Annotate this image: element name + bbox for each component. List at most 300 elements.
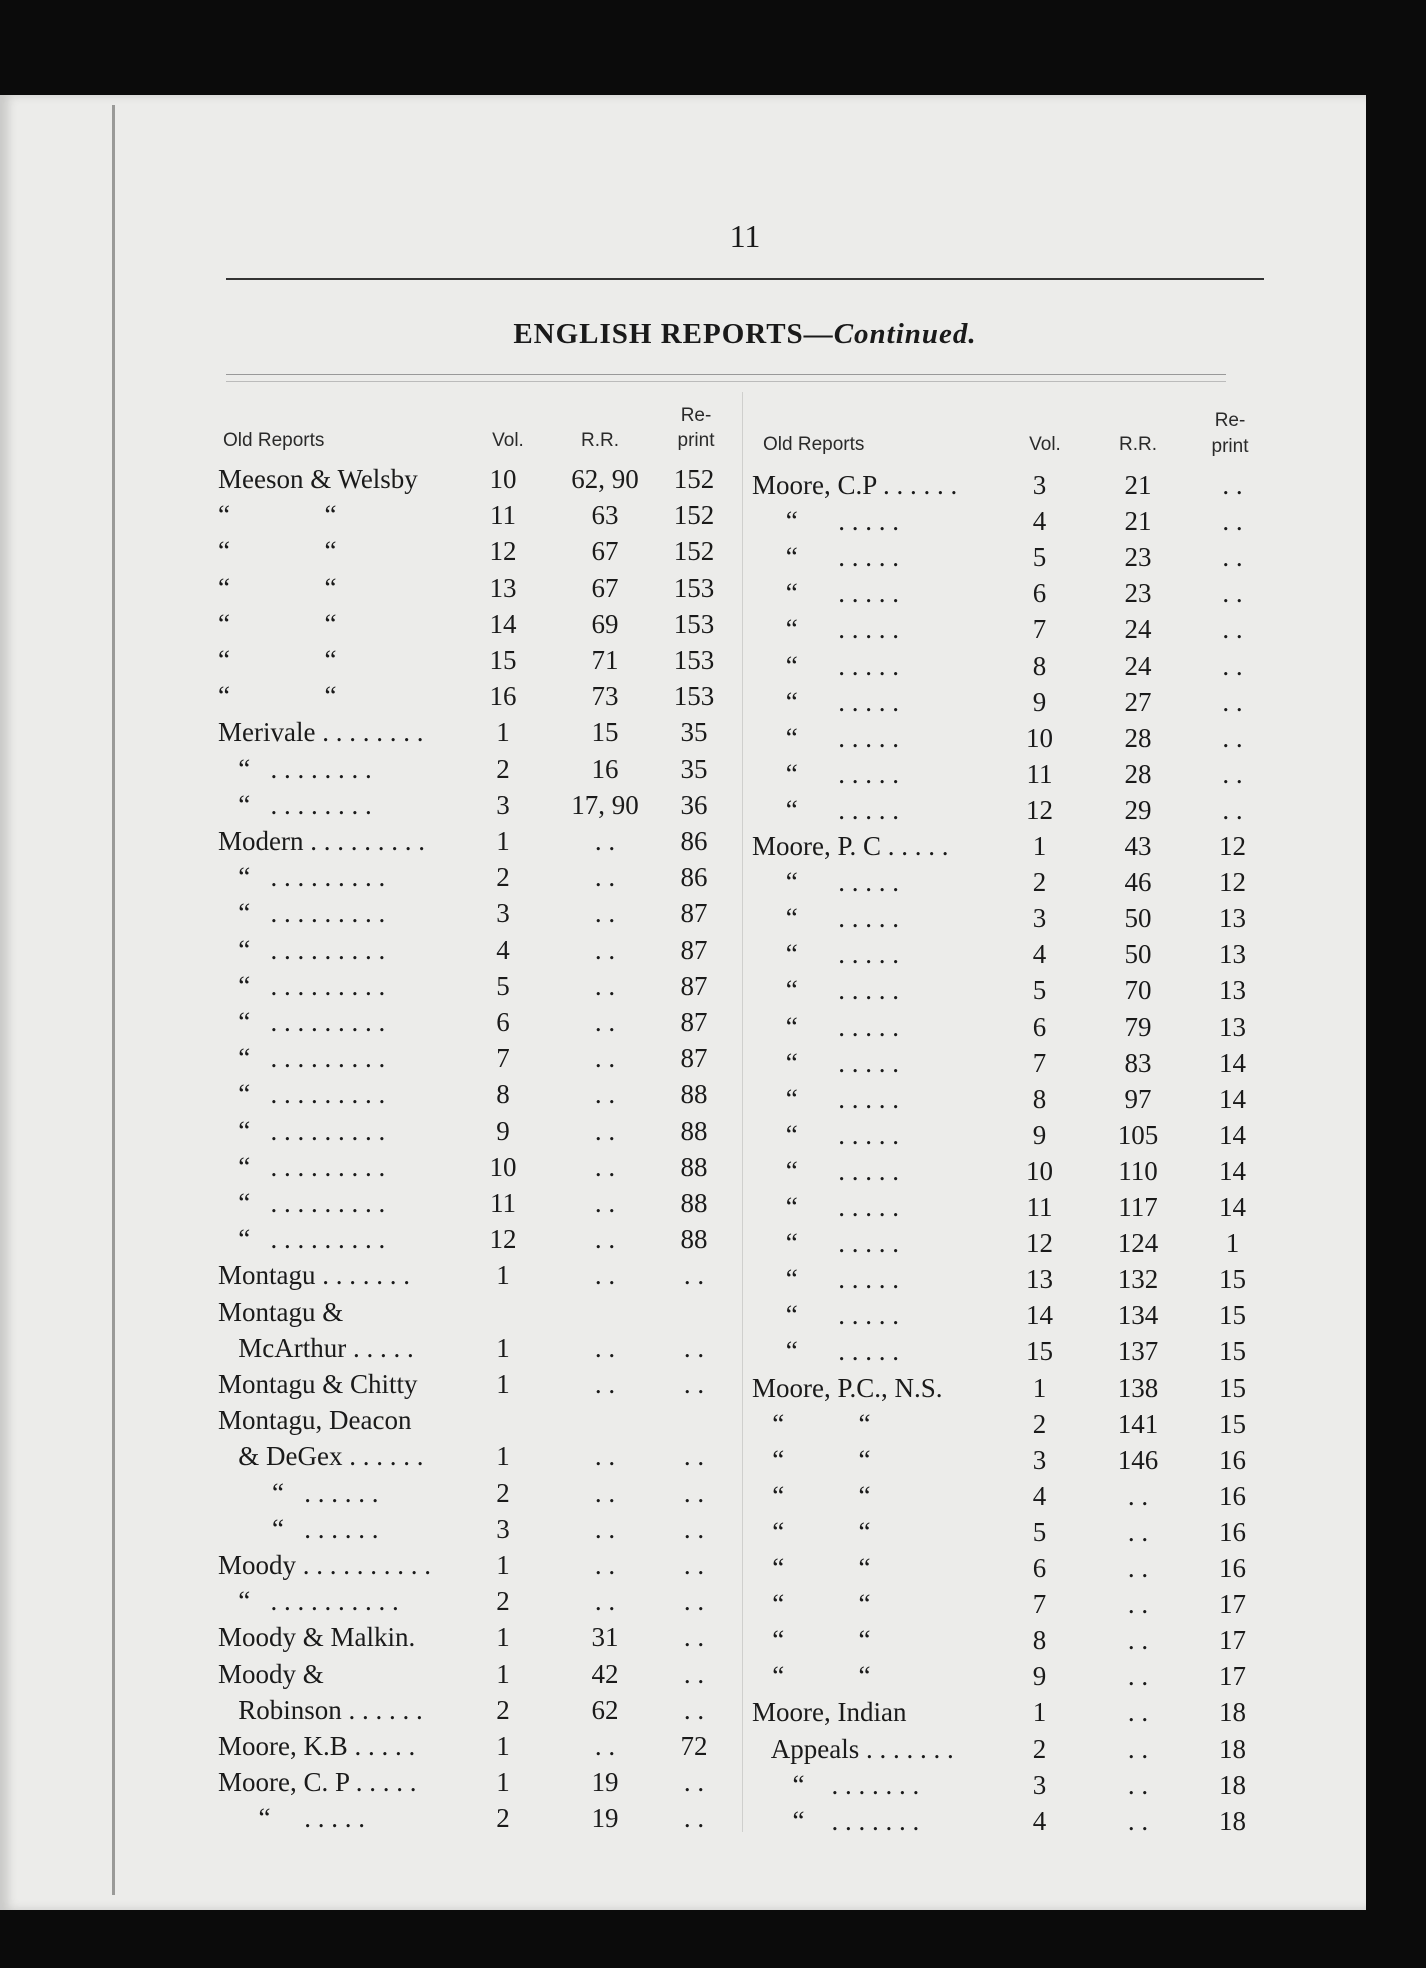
reprint-cell: 17 [1219, 1625, 1246, 1656]
reprint-cell: . . [683, 1658, 705, 1689]
reprint-cell: . . [683, 1441, 705, 1472]
reprint-cell: 87 [680, 1007, 708, 1037]
volume-cell: 5 [1032, 542, 1047, 573]
reprint-cell: . . [1222, 686, 1243, 717]
report-name: Moore, C. P . . . . . [218, 1767, 417, 1798]
rr-cell: 67 [591, 536, 619, 567]
report-name: “ . . . . . . . . . [218, 1188, 386, 1218]
rr-cell: 141 [1117, 1408, 1159, 1439]
volume-cell: 3 [1032, 1769, 1047, 1800]
report-name: “ . . . . . . . . . . [218, 1586, 399, 1617]
report-name: “ “ [752, 1480, 871, 1511]
report-name: Merivale . . . . . . . . [218, 717, 424, 748]
report-name: “ . . . . . . . [752, 1769, 920, 1800]
volume-cell: 4 [1032, 939, 1047, 970]
reprint-cell: . . [683, 1550, 705, 1580]
report-name: “ . . . . . [752, 1047, 899, 1078]
rr-cell: 42 [591, 1658, 619, 1689]
reprint-cell: . . [1222, 506, 1243, 537]
rr-cell: 105 [1117, 1119, 1159, 1150]
rr-cell: . . [594, 1115, 616, 1146]
header-reprint-left-2: print [677, 430, 715, 451]
rr-cell: 117 [1118, 1192, 1158, 1222]
rr-cell: 27 [1124, 686, 1152, 717]
reprint-cell: 13 [1219, 1011, 1246, 1042]
volume-cell: 5 [496, 970, 510, 1001]
volume-cell: 1 [496, 826, 510, 856]
report-name: “ . . . . . . . . . [218, 898, 386, 929]
reprint-cell: 88 [680, 1224, 708, 1255]
report-name: McArthur . . . . . [218, 1332, 414, 1363]
volume-cell: 7 [1032, 1047, 1047, 1078]
reprint-cell: 72 [680, 1731, 708, 1761]
report-name: “ . . . . . . . [752, 1805, 920, 1836]
rr-cell: 97 [1124, 1083, 1152, 1114]
report-name: “ “ [218, 500, 337, 531]
volume-cell: 8 [1032, 1625, 1047, 1656]
reprint-cell: 12 [1219, 867, 1246, 898]
rr-cell: 137 [1117, 1336, 1159, 1367]
header-vol-right: Vol. [1029, 434, 1061, 455]
report-name: Moore, P.C., N.S. [752, 1372, 943, 1403]
rr-cell: . . [594, 1513, 616, 1544]
volume-cell: 3 [496, 898, 510, 929]
volume-cell: 3 [1032, 470, 1047, 500]
report-name: “ . . . . . [752, 1011, 899, 1042]
rr-cell: . . [594, 1043, 616, 1074]
volume-cell: 10 [1026, 1155, 1053, 1186]
reprint-cell: 15 [1219, 1300, 1246, 1331]
reprint-cell: 16 [1219, 1516, 1246, 1547]
reprint-cell: . . [1222, 578, 1243, 609]
report-name: “ . . . . . . . . . [218, 1079, 386, 1110]
report-name: “ . . . . . [752, 1264, 899, 1295]
report-name: “ . . . . . . [218, 1477, 379, 1508]
report-name: Modern . . . . . . . . . [218, 826, 425, 856]
rr-cell: 132 [1117, 1264, 1159, 1295]
report-name: Moody & Malkin. [218, 1622, 416, 1653]
report-name: “ . . . . . . . . . [218, 1007, 386, 1037]
report-name: “ . . . . . . . . . [218, 1043, 386, 1074]
report-name: “ . . . . . . . . . [218, 934, 386, 965]
reprint-cell: . . [683, 1477, 705, 1508]
report-name: “ . . . . . [752, 1119, 899, 1150]
report-name: “ “ [218, 681, 337, 712]
report-name: “ “ [218, 536, 337, 567]
reprint-cell: 86 [680, 826, 708, 856]
report-name: “ . . . . . . . . [218, 789, 372, 820]
rr-cell: 63 [591, 500, 619, 531]
reprint-cell: . . [1222, 650, 1243, 681]
report-name: “ “ [218, 645, 337, 675]
reprint-cell: . . [683, 1586, 705, 1617]
report-name: “ . . . . . [752, 1336, 899, 1367]
volume-cell: 1 [1032, 1697, 1047, 1728]
reprint-cell: 16 [1219, 1480, 1246, 1511]
volume-cell: 9 [1032, 1661, 1047, 1692]
reprint-cell: 14 [1219, 1047, 1246, 1078]
rr-cell: . . [1127, 1697, 1149, 1728]
reprint-cell: . . [683, 1694, 705, 1725]
volume-cell: 11 [1026, 758, 1053, 789]
volume-cell: 1 [496, 1622, 510, 1653]
report-name: “ . . . . . . . . [218, 753, 372, 784]
report-name: “ “ [752, 1625, 871, 1656]
volume-cell: 13 [1026, 1264, 1053, 1295]
page-binding [112, 105, 115, 1895]
reprint-cell: . . [1222, 470, 1243, 500]
volume-cell: 8 [1032, 650, 1047, 681]
rr-cell: . . [594, 1260, 616, 1291]
report-name: Montagu . . . . . . . [218, 1260, 410, 1291]
volume-cell: 10 [489, 464, 517, 494]
rr-cell: 19 [591, 1803, 619, 1834]
reprint-cell: 87 [680, 934, 708, 965]
reprint-cell: 87 [680, 1043, 708, 1074]
rr-cell: 24 [1124, 614, 1152, 645]
volume-cell: 2 [496, 753, 510, 784]
reprint-cell: 14 [1219, 1083, 1246, 1114]
header-reprint-right-2: print [1211, 436, 1249, 457]
reprint-cell: . . [1222, 614, 1243, 645]
volume-cell: 1 [1032, 1372, 1047, 1403]
report-name: “ . . . . . [752, 1083, 899, 1114]
volume-cell: 1 [496, 1260, 510, 1291]
report-name: “ . . . . . [752, 506, 899, 537]
reprint-cell: 14 [1219, 1192, 1246, 1222]
report-name: Meeson & Welsby [218, 464, 418, 494]
rr-cell: . . [594, 1332, 616, 1363]
volume-cell: 16 [489, 681, 517, 712]
report-name: “ “ [218, 572, 337, 603]
report-name: Moore, P. C . . . . . [752, 831, 949, 861]
report-name: Robinson . . . . . . [218, 1694, 423, 1725]
header-vol-left: Vol. [492, 430, 524, 451]
report-name: “ . . . . . [752, 939, 899, 970]
reprint-cell: . . [683, 1622, 705, 1653]
reprint-cell: 17 [1219, 1661, 1246, 1692]
rr-cell: . . [594, 1007, 616, 1037]
report-name: Moore, Indian [752, 1697, 907, 1728]
volume-cell: 1 [496, 1550, 510, 1580]
rr-cell: 24 [1124, 650, 1152, 681]
volume-cell: 4 [1032, 1805, 1047, 1836]
heading-rule-2 [226, 381, 1226, 382]
reprint-cell: 18 [1219, 1733, 1246, 1764]
volume-cell: 2 [496, 862, 510, 893]
volume-cell: 7 [496, 1043, 510, 1074]
rr-cell: 29 [1124, 794, 1152, 825]
volume-cell: 10 [1026, 722, 1053, 753]
reprint-cell: 35 [680, 753, 708, 784]
heading-rule [226, 374, 1226, 375]
report-name: “ . . . . . [218, 1803, 365, 1834]
volume-cell: 1 [1032, 831, 1047, 861]
report-name: Montagu & Chitty [218, 1369, 418, 1399]
report-name: “ . . . . . . . . . [218, 970, 386, 1001]
reprint-cell: 16 [1219, 1553, 1246, 1583]
volume-cell: 12 [1026, 794, 1053, 825]
volume-cell: 6 [496, 1007, 510, 1037]
report-name: “ . . . . . . . . . [218, 1224, 386, 1255]
reprint-cell: 88 [680, 1151, 708, 1182]
rr-cell: 15 [591, 717, 619, 748]
rr-cell: 23 [1124, 578, 1152, 609]
rr-cell: . . [1127, 1480, 1149, 1511]
header-reprint-left-1: Re- [680, 405, 712, 426]
report-name: “ “ [752, 1516, 871, 1547]
rr-cell: 71 [591, 645, 619, 675]
volume-cell: 12 [489, 1224, 517, 1255]
reprint-cell: . . [1222, 542, 1243, 573]
heading-main: ENGLISH REPORTS— [513, 318, 834, 350]
volume-cell: 3 [496, 1513, 510, 1544]
report-name: “ . . . . . [752, 1192, 899, 1222]
rr-cell: . . [594, 1188, 616, 1218]
rr-cell: . . [594, 1441, 616, 1472]
volume-cell: 3 [1032, 1444, 1047, 1475]
reprint-cell: 87 [680, 898, 708, 929]
reprint-cell: 18 [1219, 1769, 1246, 1800]
rr-cell: 69 [591, 608, 619, 639]
reprint-cell: 15 [1219, 1264, 1246, 1295]
report-name: Appeals . . . . . . . [752, 1733, 954, 1764]
reprint-cell: 88 [680, 1079, 708, 1110]
rr-cell: . . [594, 1586, 616, 1617]
report-name: Moody & [218, 1658, 324, 1689]
report-name: Moore, K.B . . . . . [218, 1731, 416, 1761]
rr-cell: . . [1127, 1516, 1149, 1547]
rr-cell: 16 [591, 753, 619, 784]
rr-cell: . . [1127, 1661, 1149, 1692]
reprint-cell: 152 [673, 464, 715, 494]
volume-cell: 14 [1026, 1300, 1053, 1331]
rr-cell: . . [594, 826, 616, 856]
volume-cell: 8 [496, 1079, 510, 1110]
volume-cell: 4 [496, 934, 510, 965]
rr-cell: 79 [1124, 1011, 1152, 1042]
volume-cell: 12 [1026, 1228, 1053, 1259]
rr-cell: 124 [1117, 1228, 1159, 1259]
reprint-cell: 88 [680, 1115, 708, 1146]
report-name: “ . . . . . [752, 614, 899, 645]
rr-cell: 67 [591, 572, 619, 603]
reprint-cell: . . [1222, 758, 1243, 789]
volume-cell: 2 [496, 1586, 510, 1617]
volume-cell: 4 [1032, 506, 1047, 537]
report-name: “ . . . . . . [218, 1513, 379, 1544]
rr-cell: . . [1127, 1589, 1149, 1620]
reprint-cell: 35 [680, 717, 708, 748]
report-name: “ . . . . . [752, 686, 899, 717]
rr-cell: 146 [1117, 1444, 1159, 1475]
reprint-cell: 15 [1219, 1408, 1246, 1439]
rr-cell: 50 [1124, 939, 1152, 970]
report-name: “ . . . . . [752, 1228, 899, 1259]
reprint-cell: 153 [673, 681, 715, 712]
report-name: “ “ [218, 608, 337, 639]
rr-cell: 110 [1118, 1155, 1158, 1186]
report-name: “ “ [752, 1589, 871, 1620]
report-name: “ . . . . . [752, 1155, 899, 1186]
report-name: Montagu, Deacon [218, 1405, 412, 1436]
page-number: 11 [729, 218, 761, 254]
report-name: Moody . . . . . . . . . . [218, 1550, 432, 1580]
reprint-cell: 87 [680, 970, 708, 1001]
header-old-reports-right: Old Reports [763, 434, 865, 455]
volume-cell: 13 [489, 572, 517, 603]
reprint-cell: 36 [680, 789, 708, 820]
reprint-cell: 153 [673, 572, 715, 603]
reprint-cell: 13 [1219, 939, 1246, 970]
rr-cell: 28 [1124, 722, 1152, 753]
header-reprint-right-1: Re- [1214, 410, 1246, 431]
report-name: “ “ [752, 1661, 871, 1692]
report-name: “ . . . . . [752, 1300, 899, 1331]
volume-cell: 2 [496, 1694, 510, 1725]
volume-cell: 2 [1032, 1408, 1047, 1439]
reprint-cell: 13 [1219, 903, 1246, 934]
volume-cell: 1 [496, 1332, 510, 1363]
report-name: “ “ [752, 1408, 871, 1439]
volume-cell: 6 [1032, 1553, 1047, 1583]
reprint-cell: 152 [673, 500, 715, 531]
rr-cell: . . [594, 1151, 616, 1182]
report-name: “ . . . . . [752, 758, 899, 789]
header-rr-right: R.R. [1119, 434, 1157, 455]
rr-cell: 23 [1124, 542, 1152, 573]
report-name: “ “ [752, 1444, 871, 1475]
reprint-cell: . . [683, 1767, 705, 1798]
reprint-cell: 88 [680, 1188, 708, 1218]
volume-cell: 8 [1032, 1083, 1047, 1114]
reprint-cell: 18 [1219, 1697, 1246, 1728]
volume-cell: 15 [489, 645, 517, 675]
volume-cell: 2 [496, 1477, 510, 1508]
volume-cell: 4 [1032, 1480, 1047, 1511]
rr-cell: . . [594, 1477, 616, 1508]
reprint-cell: 12 [1219, 831, 1246, 861]
rr-cell: . . [594, 1079, 616, 1110]
rr-cell: . . [594, 1731, 616, 1761]
report-name: “ . . . . . [752, 578, 899, 609]
volume-cell: 5 [1032, 1516, 1047, 1547]
volume-cell: 11 [490, 500, 516, 531]
rr-cell: 43 [1124, 831, 1152, 861]
volume-cell: 2 [1032, 1733, 1047, 1764]
reprint-cell: 16 [1219, 1444, 1246, 1475]
report-name: Montagu & [218, 1296, 344, 1327]
reprint-cell: 1 [1225, 1228, 1240, 1259]
rr-cell: 31 [591, 1622, 619, 1653]
volume-cell: 12 [489, 536, 517, 567]
report-name: Moore, C.P . . . . . . [752, 470, 958, 500]
report-name: “ . . . . . . . . . [218, 862, 386, 893]
volume-cell: 1 [496, 1441, 510, 1472]
rr-cell: 21 [1124, 470, 1152, 500]
reprint-cell: 18 [1219, 1805, 1246, 1836]
reprint-cell: 153 [673, 645, 715, 675]
rr-cell: 62 [591, 1694, 619, 1725]
report-name: “ . . . . . [752, 867, 899, 898]
reprint-cell: . . [683, 1513, 705, 1544]
rr-cell: . . [594, 1369, 616, 1399]
reprint-cell: 14 [1219, 1119, 1246, 1150]
rr-cell: . . [594, 1550, 616, 1580]
rr-cell: . . [1127, 1805, 1149, 1836]
reprint-cell: 17 [1219, 1589, 1246, 1620]
volume-cell: 1 [496, 1767, 510, 1798]
report-name: & DeGex . . . . . . [218, 1441, 424, 1472]
report-name: “ “ [752, 1553, 871, 1583]
reprint-cell: . . [683, 1803, 705, 1834]
rr-cell: 19 [591, 1767, 619, 1798]
reprint-cell: 13 [1219, 975, 1246, 1006]
report-name: “ . . . . . . . . . [218, 1151, 386, 1182]
report-name: “ . . . . . . . . . [218, 1115, 386, 1146]
rr-cell: 70 [1124, 975, 1152, 1006]
volume-cell: 2 [1032, 867, 1047, 898]
reprint-cell: . . [683, 1260, 705, 1291]
header-old-reports-left: Old Reports [223, 430, 325, 451]
rr-cell: . . [1127, 1769, 1149, 1800]
reprint-cell: 14 [1219, 1155, 1246, 1186]
reprint-cell: . . [1222, 722, 1243, 753]
volume-cell: 11 [490, 1188, 516, 1218]
rr-cell: 62, 90 [571, 464, 639, 494]
volume-cell: 3 [496, 789, 510, 820]
reprint-cell: . . [683, 1332, 705, 1363]
volume-cell: 7 [1032, 1589, 1047, 1620]
report-name: “ . . . . . [752, 794, 899, 825]
rr-cell: 50 [1124, 903, 1152, 934]
rr-cell: . . [594, 934, 616, 965]
rr-cell: . . [594, 862, 616, 893]
rr-cell: . . [594, 1224, 616, 1255]
volume-cell: 11 [1026, 1192, 1053, 1222]
volume-cell: 1 [496, 717, 510, 748]
reprint-cell: 15 [1219, 1372, 1246, 1403]
rr-cell: 28 [1124, 758, 1152, 789]
rr-cell: . . [594, 970, 616, 1001]
volume-cell: 5 [1032, 975, 1047, 1006]
header-rr-left: R.R. [581, 430, 619, 451]
report-name: “ . . . . . [752, 542, 899, 573]
column-divider [742, 392, 743, 1832]
volume-cell: 6 [1032, 1011, 1047, 1042]
report-name: “ . . . . . [752, 650, 899, 681]
reprint-cell: 15 [1219, 1336, 1246, 1367]
rr-cell: . . [594, 898, 616, 929]
volume-cell: 9 [496, 1115, 510, 1146]
rr-cell: 46 [1124, 867, 1152, 898]
volume-cell: 14 [489, 608, 517, 639]
rr-cell: 21 [1124, 506, 1152, 537]
rr-cell: . . [1127, 1625, 1149, 1656]
rr-cell: . . [1127, 1733, 1149, 1764]
rr-cell: 17, 90 [571, 789, 639, 820]
rr-cell: 73 [591, 681, 619, 712]
rr-cell: . . [1127, 1553, 1149, 1583]
rr-cell: 138 [1117, 1372, 1159, 1403]
volume-cell: 1 [496, 1369, 510, 1399]
reprint-cell: 152 [673, 536, 715, 567]
volume-cell: 9 [1032, 1119, 1047, 1150]
section-heading [0, 318, 1426, 351]
report-name: “ . . . . . [752, 903, 899, 934]
volume-cell: 7 [1032, 614, 1047, 645]
volume-cell: 10 [489, 1151, 517, 1182]
